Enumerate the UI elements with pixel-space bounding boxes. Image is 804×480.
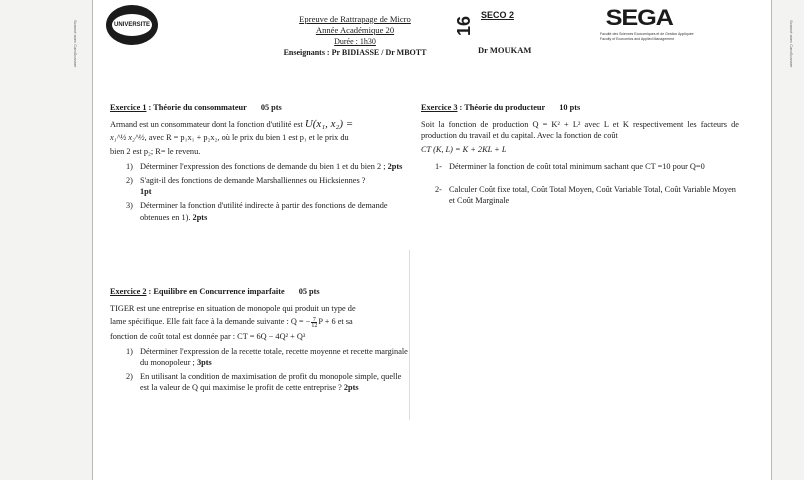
exercise-2-question-1: [126, 346, 410, 368]
exercise-2-cost-function: fonction de coût total est donnée par : CT = 6Q − 4Q² + Q³: [110, 331, 306, 341]
question-number: 3): [126, 201, 133, 211]
exercise-1-label: Exercice 1: [110, 103, 147, 112]
exercise-3-question-2: [435, 184, 739, 206]
camscanner-watermark-right: Scanné avec CamScanner: [789, 20, 794, 68]
sega-logo: [600, 5, 720, 45]
exercise-1-title: [110, 102, 410, 113]
exercise-2-statement-line1: TIGER est une entreprise en situation de monopole qui produit un type de: [110, 304, 356, 314]
question-number: 2): [126, 372, 133, 382]
course-code: SECO 2: [481, 10, 515, 20]
exercise-2-points: 05 pts: [298, 287, 320, 296]
exercise-1: [110, 102, 410, 223]
column-divider: [409, 250, 410, 420]
question-text: En utilisant la condition de maximisation de profit du monopole simple, quelle est la valeur de Q qui maximise le profit de cette entreprise ?: [140, 372, 402, 393]
utility-function: U(x₁, x₂) =: [304, 118, 354, 131]
demand-function-end: P + 6 et sa: [318, 317, 353, 327]
question-points: 1pt: [140, 187, 152, 197]
question-text: Déterminer l'expression de la recette totale, recette moyenne et recette marginale du monopoleur ;: [140, 346, 408, 367]
exercise-2-label: Exercice 2: [110, 287, 147, 296]
question-text: Déterminer l'expression des fonctions de demande du bien 1 et du bien 2 ;: [140, 161, 386, 171]
question-points: 3pts: [196, 357, 212, 367]
question-text: S'agit-il des fonctions de demande Marshalliennes ou Hicksiennes ?: [140, 176, 366, 186]
teachers: Enseignants : Pr BIDIASSE / Dr MBOTT: [283, 48, 427, 57]
question-number: 1-: [435, 161, 442, 171]
question-number: 2): [126, 176, 133, 186]
academic-year: Année Académique 20: [315, 25, 395, 35]
question-number: 1): [126, 346, 133, 356]
exercise-3-points: 10 pts: [559, 103, 581, 112]
exercise-3-cost-function: CT (K, L) = K + 2KL + L: [421, 144, 507, 154]
question-points: 2pts: [192, 212, 208, 222]
university-logo-text: UNIVERSITE: [112, 14, 152, 36]
exercise-3-label: Exercice 3: [421, 103, 458, 112]
question-points: 2pts: [343, 383, 359, 393]
exercise-1-subtitle: : Théorie du consommateur: [146, 103, 247, 112]
exercise-3-title: [421, 102, 739, 113]
exercise-3-statement: Soit la fonction de production Q = K² + L² avec L et K respectivement les facteurs de production du travail et du capital. Avec la fonction de coût: [421, 120, 739, 141]
exercise-3-question-1: [435, 161, 739, 172]
exercise-2-subtitle: : Equilibre en Concurrence imparfaite: [146, 287, 285, 296]
exercise-1-question-1: [126, 161, 410, 172]
exercise-1-text: Armand est un consommateur dont la fonction d'utilité est: [110, 120, 303, 130]
exercise-1-statement-line3: bien 2 est p₂; R= le revenu.: [110, 146, 201, 156]
question-text: Déterminer la fonction d'utilité indirecte à partir des fonctions de demande obtenues en 1).: [140, 201, 388, 222]
demand-function: lame spécifique. Elle fait face à la demande suivante : Q = −: [110, 317, 311, 327]
teacher-moukam: Dr MOUKAM: [478, 45, 532, 55]
exercise-2-question-2: [126, 371, 410, 393]
fraction-denominator: 12: [311, 322, 318, 329]
question-text: Déterminer la fonction de coût total minimum sachant que CT =10 pour Q=0: [449, 161, 705, 171]
exercise-3-subtitle: : Théorie du producteur: [457, 103, 546, 112]
exercise-2-statement-line2: [110, 316, 410, 328]
exercise-1-question-2: [126, 175, 410, 197]
budget-constraint: , avec R = p₁x₁ + p₂x₂, où le prix du bien 1 est p₁ et le prix du: [144, 133, 349, 143]
question-text: Calculer Coût fixe total, Coût Total Moyen, Coût Variable Total, Coût Variable Moyen et Coût Marginale: [449, 185, 736, 206]
exercise-1-statement-line2: [110, 132, 410, 143]
exercise-1-statement-line1: [110, 119, 410, 130]
sega-logo-subtitle-2: Faculty of Economics and Applied Management: [600, 37, 674, 41]
scan-margin-left: [0, 0, 93, 480]
exercise-2: [110, 286, 410, 394]
question-points: 2pts: [387, 161, 403, 171]
scan-margin-right: [771, 0, 804, 480]
exercise-1-points: 05 pts: [260, 103, 282, 112]
question-number: 2-: [435, 185, 442, 195]
question-number: 1): [126, 161, 133, 171]
handwritten-grade: 16: [454, 5, 474, 47]
exam-title: Epreuve de Rattrapage de Micro: [299, 14, 411, 24]
exercise-1-question-3: [126, 200, 410, 222]
sega-logo-text: SEGA: [605, 5, 673, 30]
exercise-2-title: [110, 286, 410, 297]
exercise-3: [421, 102, 739, 206]
utility-formula: x₁^½ x₂^½: [110, 133, 145, 143]
camscanner-watermark-left: Scanné avec CamScanner: [73, 20, 78, 68]
sega-logo-subtitle-1: Faculté des Sciences Economiques et de Gestion Appliquée: [600, 32, 694, 36]
duration: Durée : 1h30: [334, 37, 376, 46]
exam-header: [260, 14, 450, 58]
fraction-numerator: 7: [312, 316, 316, 323]
university-logo: [106, 5, 158, 45]
